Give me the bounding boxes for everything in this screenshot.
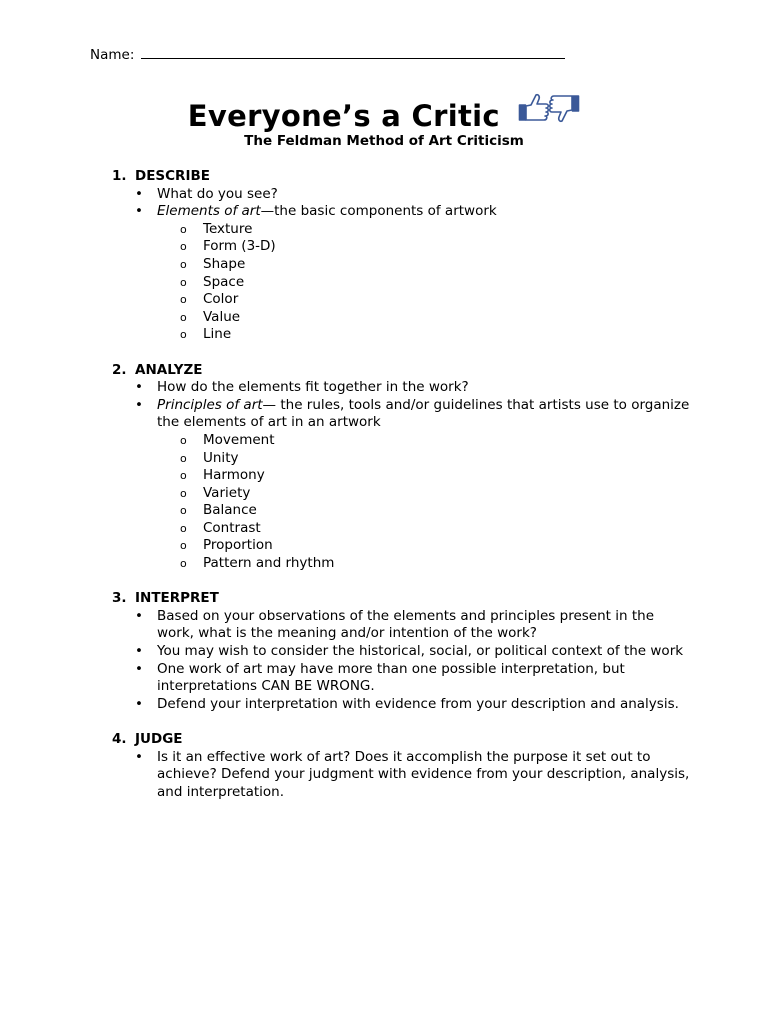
section-heading: [112, 731, 692, 749]
section-number: 1.: [112, 168, 127, 184]
bullet-list: [112, 186, 692, 344]
sub-item: o Value: [203, 309, 692, 327]
bullet-text: — the rules, tools and/or guidelines that artists use to organize the elements of art in an artwork: [157, 396, 690, 431]
section-title: JUDGE: [135, 731, 183, 747]
section-number: 4.: [112, 731, 127, 747]
bullet-item: [157, 379, 692, 397]
bullet-item: • Defend your interpretation with evidence from your description and analysis.: [157, 696, 692, 714]
section-title: DESCRIBE: [135, 168, 210, 184]
bullet-list: [112, 749, 692, 802]
bullet-item: • One work of art may have more than one possible interpretation, but interpretations CAN BE WRONG.: [157, 661, 692, 696]
criticism-steps: [112, 168, 692, 819]
thumbs-icons: [518, 92, 580, 132]
bullet-text: —the basic components of artwork: [260, 203, 497, 220]
section-heading: [112, 590, 692, 608]
bullet-text: How do the elements fit together in the work?: [157, 379, 469, 396]
bullet-item: • Based on your observations of the elements and principles present in the work, what is the meaning and/or intention of the work?: [157, 608, 692, 643]
section-number: 3.: [112, 590, 127, 607]
sub-item: o Unity: [203, 450, 692, 468]
name-label: Name:: [90, 47, 135, 63]
section-describe: [112, 168, 692, 344]
sub-item: o Movement: [203, 432, 692, 450]
sub-item: o Space: [203, 274, 692, 292]
sub-item: o Harmony: [203, 467, 692, 485]
bullet-item: [157, 397, 692, 573]
section-interpret: [112, 590, 692, 713]
section-title: INTERPRET: [135, 590, 219, 607]
sub-item: o Texture: [203, 221, 692, 239]
section-judge: [112, 731, 692, 801]
section-title: ANALYZE: [135, 361, 203, 378]
sub-item: o Variety: [203, 485, 692, 503]
page-subtitle: The Feldman Method of Art Criticism: [244, 133, 524, 149]
sub-item: o Line: [203, 326, 692, 344]
thumbs-down-icon: [550, 96, 579, 121]
sub-list: [157, 221, 692, 344]
sub-item: o Color: [203, 291, 692, 309]
name-field: [90, 45, 565, 65]
section-number: 2.: [112, 361, 127, 378]
bullet-item: • You may wish to consider the historical, social, or political context of the work: [157, 643, 692, 661]
sub-list: [157, 432, 692, 573]
term: Elements of art: [157, 203, 261, 220]
sub-item: o Shape: [203, 256, 692, 274]
bullet-item: [157, 203, 692, 344]
title-row: [0, 96, 768, 136]
sub-item: o Pattern and rhythm: [203, 555, 692, 573]
bullet-list: [112, 608, 692, 714]
name-blank-line: [141, 45, 565, 59]
section-heading: [112, 362, 692, 380]
sub-item: o Form (3-D): [203, 238, 692, 256]
sub-item: o Balance: [203, 502, 692, 520]
section-heading: [112, 168, 692, 186]
section-analyze: [112, 362, 692, 573]
thumbs-up-icon: [520, 95, 549, 120]
bullet-text: What do you see?: [157, 185, 278, 202]
sub-item: o Proportion: [203, 537, 692, 555]
bullet-item: • Is it an effective work of art? Does it accomplish the purpose it set out to achieve? Defend your judgment with evidence from your description, analysis, and interpretation.: [157, 749, 692, 802]
term: Principles of art: [157, 396, 263, 413]
sub-item: o Contrast: [203, 520, 692, 538]
bullet-list: [112, 379, 692, 573]
page-title: Everyone’s a Critic: [187, 98, 500, 133]
bullet-item: [157, 186, 692, 204]
